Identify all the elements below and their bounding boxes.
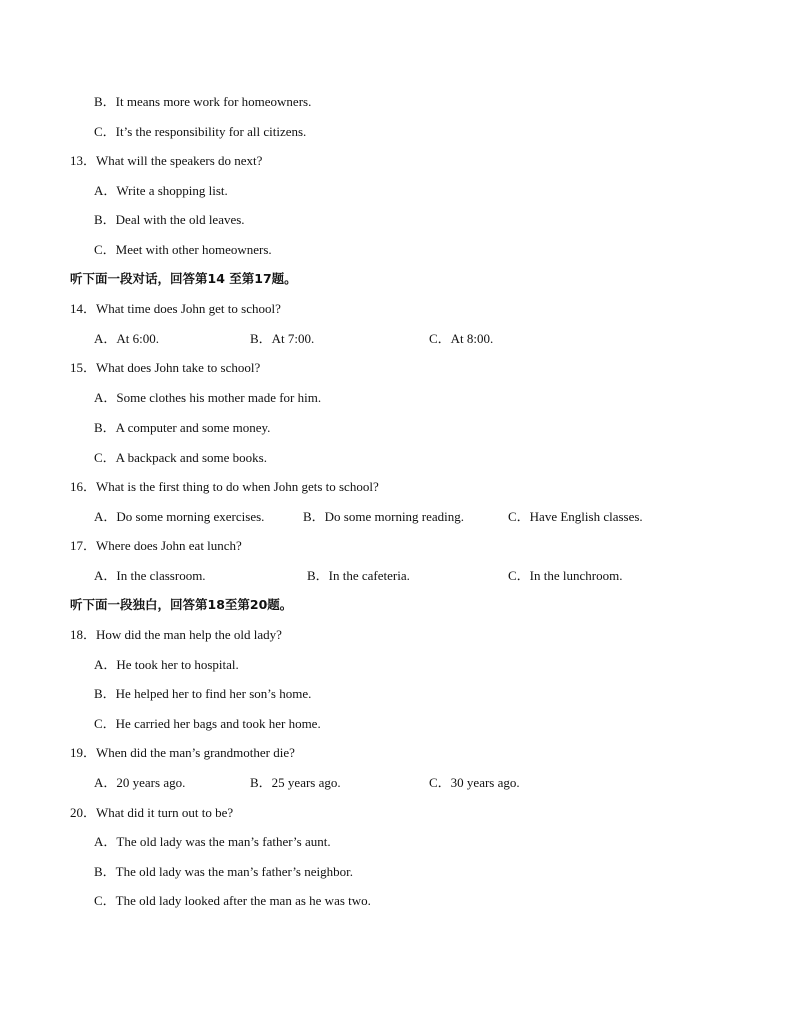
option-18c: C．He carried her bags and took her home. — [94, 716, 321, 731]
option-12c: C．It’s the responsibility for all citizens. — [94, 124, 307, 139]
option-12b: B．It means more work for homeowners. — [94, 94, 312, 109]
option-17c: C．In the lunchroom. — [508, 568, 623, 583]
option-16a: A．Do some morning exercises. — [94, 509, 265, 524]
option-15a: A．Some clothes his mother made for him. — [94, 390, 322, 405]
option-15b: B．A computer and some money. — [94, 420, 271, 435]
question-18: 18．How did the man help the old lady? — [70, 627, 282, 642]
question-15: 15．What does John take to school? — [70, 360, 261, 375]
option-14b: B．At 7:00. — [250, 331, 315, 346]
option-17a: A．In the classroom. — [94, 568, 206, 583]
option-19a: A．20 years ago. — [94, 775, 186, 790]
question-20: 20．What did it turn out to be? — [70, 805, 234, 820]
question-17: 17．Where does John eat lunch? — [70, 538, 242, 553]
option-18a: A．He took her to hospital. — [94, 657, 239, 672]
section-heading-monologue: 听下面一段独白，回答第18至第20题。 — [70, 597, 293, 612]
option-15c: C．A backpack and some books. — [94, 450, 267, 465]
question-14: 14．What time does John get to school? — [70, 301, 281, 316]
option-20c: C．The old lady looked after the man as he was two. — [94, 893, 371, 908]
option-20a: A．The old lady was the man’s father’s aunt. — [94, 834, 331, 849]
option-17b: B．In the cafeteria. — [307, 568, 410, 583]
option-16c: C．Have English classes. — [508, 509, 643, 524]
section-heading-dialogue: 听下面一段对话，回答第14 至第17题。 — [70, 271, 297, 286]
option-13c: C．Meet with other homeowners. — [94, 242, 272, 257]
option-13b: B．Deal with the old leaves. — [94, 212, 245, 227]
option-19b: B．25 years ago. — [250, 775, 341, 790]
option-19c: C．30 years ago. — [429, 775, 520, 790]
option-13a: A．Write a shopping list. — [94, 183, 228, 198]
option-14a: A．At 6:00. — [94, 331, 160, 346]
option-20b: B．The old lady was the man’s father’s neighbor. — [94, 864, 353, 879]
option-18b: B．He helped her to find her son’s home. — [94, 686, 312, 701]
option-16b: B．Do some morning reading. — [303, 509, 465, 524]
question-19: 19．When did the man’s grandmother die? — [70, 745, 295, 760]
question-16: 16．What is the first thing to do when John gets to school? — [70, 479, 379, 494]
option-14c: C．At 8:00. — [429, 331, 494, 346]
question-13: 13．What will the speakers do next? — [70, 153, 263, 168]
